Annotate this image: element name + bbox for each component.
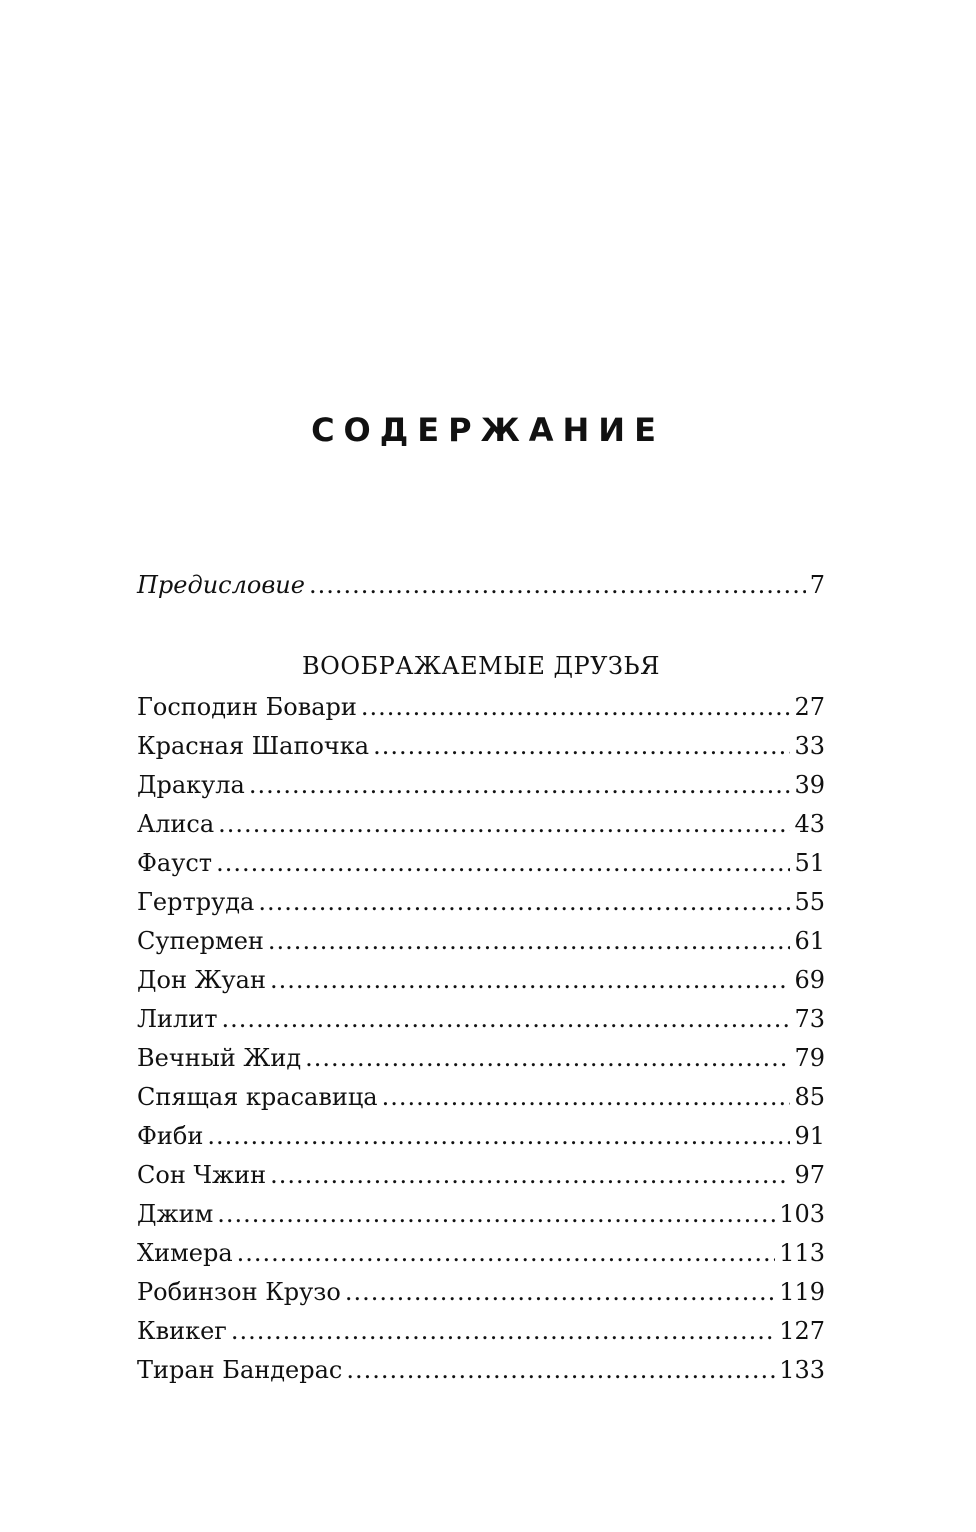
toc-entry-list — [137, 688, 825, 1390]
toc-entry-title: Квикег — [137, 1317, 227, 1345]
toc-entry-page: 27 — [794, 693, 825, 721]
toc-entry-page: 103 — [779, 1200, 825, 1228]
toc-entry[interactable] — [137, 727, 825, 766]
dot-leader — [231, 1312, 775, 1351]
toc-entry-page: 133 — [779, 1356, 825, 1384]
dot-leader — [382, 1078, 791, 1117]
toc-entry-page: 97 — [794, 1161, 825, 1189]
toc-entry[interactable] — [137, 1156, 825, 1195]
toc-entry-title: Фиби — [137, 1122, 204, 1150]
dot-leader — [373, 727, 790, 766]
toc-entry-title: Вечный Жид — [137, 1044, 302, 1072]
dot-leader — [237, 1234, 776, 1273]
toc-entry-title: Химера — [137, 1239, 233, 1267]
toc-entry-title: Предисловие — [137, 571, 305, 599]
toc-entry[interactable] — [137, 961, 825, 1000]
toc-entry[interactable] — [137, 1039, 825, 1078]
dot-leader — [222, 1000, 791, 1039]
dot-leader — [305, 1039, 790, 1078]
toc-entry-title: Алиса — [137, 810, 215, 838]
toc-entry[interactable] — [137, 1312, 825, 1351]
toc-entry[interactable] — [137, 1351, 825, 1390]
dot-leader — [270, 961, 790, 1000]
dot-leader — [361, 688, 791, 727]
toc-entry-page: 127 — [779, 1317, 825, 1345]
toc-entry[interactable] — [137, 1078, 825, 1117]
toc-entry-title: Сон Чжин — [137, 1161, 267, 1189]
toc-entry-title: Супермен — [137, 927, 264, 955]
toc-entry-title: Фауст — [137, 849, 213, 877]
dot-leader — [249, 766, 791, 805]
dot-leader — [258, 883, 790, 922]
toc-entry-title: Робинзон Крузо — [137, 1278, 341, 1306]
toc-entry[interactable] — [137, 1117, 825, 1156]
toc-entry-title: Джим — [137, 1200, 214, 1228]
toc-entry-page: 51 — [794, 849, 825, 877]
dot-leader — [207, 1117, 790, 1156]
dot-leader — [270, 1156, 790, 1195]
toc-entry-title: Дон Жуан — [137, 966, 266, 994]
toc-entry[interactable] — [137, 1000, 825, 1039]
toc-entry-page: 73 — [794, 1005, 825, 1033]
toc-entry-title: Гертруда — [137, 888, 255, 916]
toc-entry-title: Спящая красавица — [137, 1083, 378, 1111]
dot-leader — [217, 1195, 775, 1234]
dot-leader — [345, 1273, 775, 1312]
toc-entry-page: 79 — [794, 1044, 825, 1072]
toc-entry[interactable] — [137, 844, 825, 883]
toc-entry-page: 61 — [794, 927, 825, 955]
toc-entry-title: Красная Шапочка — [137, 732, 370, 760]
toc-entry-preface[interactable] — [137, 566, 825, 605]
toc-entry-title: Лилит — [137, 1005, 218, 1033]
toc-entry-title: Дракула — [137, 771, 245, 799]
toc-entry-page: 113 — [779, 1239, 825, 1267]
toc-entry-page: 119 — [779, 1278, 825, 1306]
toc-entry[interactable] — [137, 805, 825, 844]
toc-entry[interactable] — [137, 883, 825, 922]
dot-leader — [346, 1351, 775, 1390]
toc-entry-page: 33 — [794, 732, 825, 760]
toc-entry[interactable] — [137, 766, 825, 805]
toc-entry-page: 7 — [809, 571, 825, 599]
toc-entry-page: 85 — [794, 1083, 825, 1111]
toc-entry-page: 39 — [794, 771, 825, 799]
toc-entry[interactable] — [137, 1195, 825, 1234]
toc-entry-page: 43 — [794, 810, 825, 838]
dot-leader — [216, 844, 790, 883]
page-title: СОДЕРЖАНИЕ — [311, 411, 665, 449]
toc-entry-page: 55 — [794, 888, 825, 916]
toc-entry-page: 91 — [794, 1122, 825, 1150]
table-of-contents — [137, 566, 825, 1390]
dot-leader — [218, 805, 790, 844]
toc-entry-page: 69 — [794, 966, 825, 994]
section-heading: ВООБРАЖАЕМЫЕ ДРУЗЬЯ — [302, 652, 660, 680]
toc-entry-title: Тиран Бандерас — [137, 1356, 343, 1384]
dot-leader — [268, 922, 791, 961]
dot-leader — [309, 566, 806, 605]
toc-entry[interactable] — [137, 1234, 825, 1273]
toc-entry-title: Господин Бовари — [137, 693, 357, 721]
toc-entry[interactable] — [137, 688, 825, 727]
toc-entry[interactable] — [137, 1273, 825, 1312]
toc-entry[interactable] — [137, 922, 825, 961]
